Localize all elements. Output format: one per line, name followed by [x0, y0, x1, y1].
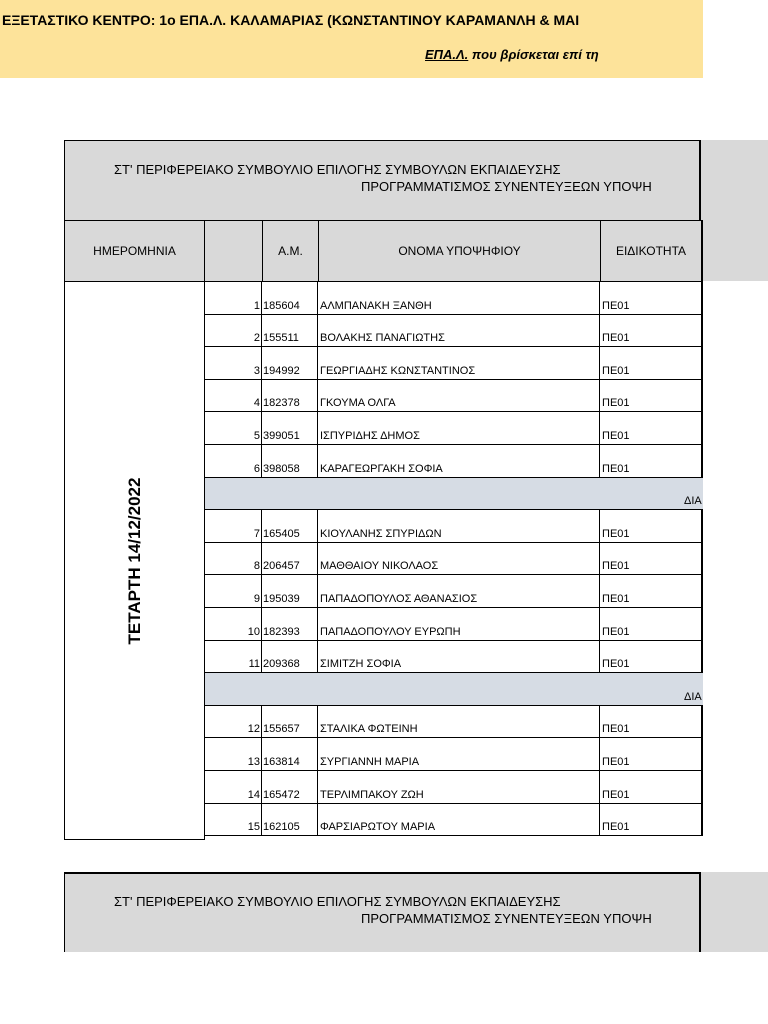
row-number: 7: [204, 510, 262, 543]
candidate-specialty: ΠΕ01: [600, 412, 703, 445]
row-number: 1: [204, 282, 262, 315]
candidate-am: 398058: [262, 445, 318, 478]
interview-date: ΤΕΤΑΡΤΗ 14/12/2022: [124, 477, 144, 644]
exam-center-title: ΕΞΕΤΑΣΤΙΚΟ ΚΕΝΤΡΟ: 1ο ΕΠΑ.Λ. ΚΑΛΑΜΑΡΙΑΣ (ΚΩΝΣΤΑΝΤΙΝΟΥ ΚΑΡΑΜΑΝΛΗ & ΜΑΙ: [2, 12, 580, 28]
candidate-specialty: ΠΕ01: [600, 510, 703, 543]
candidate-name: ΣΥΡΓΙΑΝΝΗ ΜΑΡΙΑ: [318, 738, 600, 771]
candidate-name: ΦΑΡΣΙΑΡΩΤΟΥ ΜΑΡΙΑ: [318, 804, 600, 837]
row-number: 9: [204, 575, 262, 608]
candidate-name: ΑΛΜΠΑΝΑΚΗ ΞΑΝΘΗ: [318, 282, 600, 315]
candidate-am: 162105: [262, 804, 318, 837]
row-number: 2: [204, 315, 262, 348]
col-header-date: ΗΜΕΡΟΜΗΝΙΑ: [64, 220, 205, 282]
candidate-am: 165405: [262, 510, 318, 543]
candidate-specialty: ΠΕ01: [600, 804, 703, 837]
candidate-name: ΙΣΠΥΡΙΔΗΣ ΔΗΜΟΣ: [318, 412, 600, 445]
candidate-name: ΠΑΠΑΔΟΠΟΥΛΟΥ ΕΥΡΩΠΗ: [318, 608, 600, 641]
candidate-specialty: ΠΕ01: [600, 347, 703, 380]
candidate-name: ΓΕΩΡΓΙΑΔΗΣ ΚΩΝΣΤΑΝΤΙΝΟΣ: [318, 347, 600, 380]
row-number: 5: [204, 412, 262, 445]
col-header-num: [204, 220, 263, 282]
candidate-am: 155511: [262, 315, 318, 348]
candidate-specialty: ΠΕ01: [600, 282, 703, 315]
table-row: [204, 347, 703, 380]
candidate-am: 182393: [262, 608, 318, 641]
candidate-am: 163814: [262, 738, 318, 771]
table-row: [204, 315, 703, 348]
candidate-name: ΒΟΛΑΚΗΣ ΠΑΝΑΓΙΩΤΗΣ: [318, 315, 600, 348]
candidate-am: 194992: [262, 347, 318, 380]
header-overflow-shade: [703, 220, 768, 281]
candidate-specialty: ΠΕ01: [600, 445, 703, 478]
council-header-2: [64, 872, 768, 952]
col-header-specialty: ΕΙΔΙΚΟΤΗΤΑ: [600, 220, 703, 282]
row-number: 15: [204, 804, 262, 837]
candidate-specialty: ΠΕ01: [600, 706, 703, 739]
schedule-title: ΠΡΟΓΡΑΜΜΑΤΙΣΜΟΣ ΣΥΝΕΝΤΕΥΞΕΩΝ ΥΠΟΨΗ: [361, 911, 652, 926]
row-number: 12: [204, 706, 262, 739]
candidate-name: ΣΙΜΙΤΖΗ ΣΟΦΙΑ: [318, 641, 600, 674]
exam-center-subtitle: [425, 47, 599, 62]
row-number: 6: [204, 445, 262, 478]
candidate-name: ΜΑΘΘΑΙΟΥ ΝΙΚΟΛΑΟΣ: [318, 543, 600, 576]
col-header-am: Α.Μ.: [262, 220, 319, 282]
row-number: 14: [204, 771, 262, 804]
table-row: [204, 641, 703, 674]
candidate-specialty: ΠΕ01: [600, 543, 703, 576]
candidate-am: 155657: [262, 706, 318, 739]
row-number: 4: [204, 380, 262, 413]
table-row: [204, 380, 703, 413]
table-row: [204, 738, 703, 771]
row-number: 3: [204, 347, 262, 380]
candidate-name: ΣΤΑΛΙΚΑ ΦΩΤΕΙΝΗ: [318, 706, 600, 739]
break-label: ΔΙΑ: [684, 495, 702, 508]
row-number: 10: [204, 608, 262, 641]
table-row: [204, 412, 703, 445]
council-header-1: [64, 140, 768, 220]
exam-center-banner: [0, 0, 703, 78]
council-title: ΣΤ' ΠΕΡΙΦΕΡΕΙΑΚΟ ΣΥΜΒΟΥΛΙΟ ΕΠΙΛΟΓΗΣ ΣΥΜΒΟΥΛΩΝ ΕΚΠΑΙΔΕΥΣΗΣ: [114, 162, 561, 177]
candidate-specialty: ΠΕ01: [600, 608, 703, 641]
candidate-am: 399051: [262, 412, 318, 445]
epal-abbrev: ΕΠΑ.Λ.: [425, 47, 469, 62]
candidate-am: 209368: [262, 641, 318, 674]
candidate-am: 206457: [262, 543, 318, 576]
interview-schedule-table: [64, 220, 703, 840]
table-row: [204, 445, 703, 478]
subtitle-rest: που βρίσκεται επί τη: [468, 47, 599, 62]
break-row: [204, 478, 703, 511]
table-row: [204, 706, 703, 739]
table-row: [204, 510, 703, 543]
candidate-am: 182378: [262, 380, 318, 413]
row-number: 8: [204, 543, 262, 576]
candidate-name: ΚΙΟΥΛΑΝΗΣ ΣΠΥΡΙΔΩΝ: [318, 510, 600, 543]
candidate-am: 185604: [262, 282, 318, 315]
candidate-name: ΤΕΡΛΙΜΠΑΚΟΥ ΖΩΗ: [318, 771, 600, 804]
candidate-specialty: ΠΕ01: [600, 575, 703, 608]
table-row: [204, 282, 703, 315]
candidate-specialty: ΠΕ01: [600, 380, 703, 413]
candidate-am: 165472: [262, 771, 318, 804]
break-label: ΔΙΑ: [684, 690, 702, 703]
row-number: 11: [204, 641, 262, 674]
candidate-specialty: ΠΕ01: [600, 641, 703, 674]
candidate-name: ΓΚΟΥΜΑ ΟΛΓΑ: [318, 380, 600, 413]
candidate-am: 195039: [262, 575, 318, 608]
candidate-specialty: ΠΕ01: [600, 771, 703, 804]
table-row: [204, 804, 703, 837]
date-cell: [64, 282, 205, 840]
candidate-specialty: ΠΕ01: [600, 315, 703, 348]
row-number: 13: [204, 738, 262, 771]
candidate-specialty: ΠΕ01: [600, 738, 703, 771]
candidate-name: ΠΑΠΑΔΟΠΟΥΛΟΣ ΑΘΑΝΑΣΙΟΣ: [318, 575, 600, 608]
col-header-name: ΟΝΟΜΑ ΥΠΟΨΗΦΙΟΥ: [318, 220, 601, 282]
schedule-title: ΠΡΟΓΡΑΜΜΑΤΙΣΜΟΣ ΣΥΝΕΝΤΕΥΞΕΩΝ ΥΠΟΨΗ: [361, 179, 652, 194]
council-title: ΣΤ' ΠΕΡΙΦΕΡΕΙΑΚΟ ΣΥΜΒΟΥΛΙΟ ΕΠΙΛΟΓΗΣ ΣΥΜΒΟΥΛΩΝ ΕΚΠΑΙΔΕΥΣΗΣ: [114, 894, 561, 909]
table-row: [204, 608, 703, 641]
candidate-name: ΚΑΡΑΓΕΩΡΓΑΚΗ ΣΟΦΙΑ: [318, 445, 600, 478]
table-row: [204, 543, 703, 576]
table-row: [204, 575, 703, 608]
table-row: [204, 771, 703, 804]
break-row: [204, 673, 703, 706]
